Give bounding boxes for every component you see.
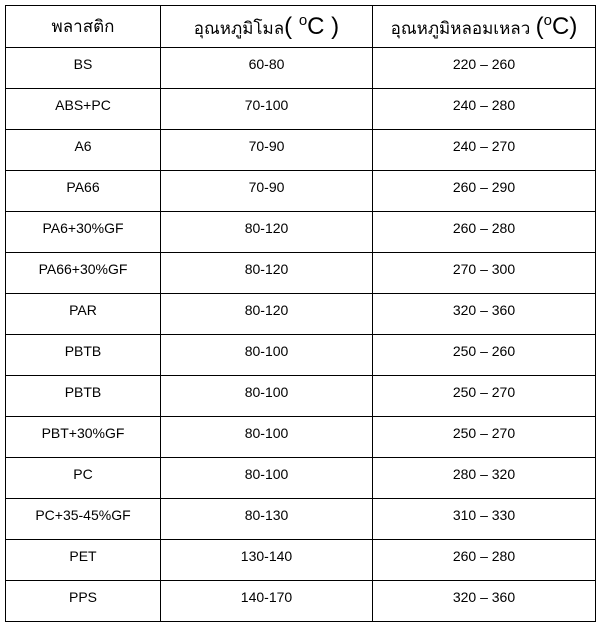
cell-mold-temp: 70-90 (161, 130, 373, 171)
cell-plastic: BS (6, 48, 161, 89)
plastic-temperature-table-container (5, 5, 595, 622)
cell-mold-temp: 130-140 (161, 540, 373, 581)
cell-plastic: PBTB (6, 335, 161, 376)
table-row (6, 581, 596, 622)
cell-mold-temp: 80-100 (161, 376, 373, 417)
cell-mold-temp: 70-90 (161, 171, 373, 212)
cell-mold-temp: 70-100 (161, 89, 373, 130)
cell-melt-temp: 240 – 280 (373, 89, 596, 130)
cell-plastic: PC+35-45%GF (6, 499, 161, 540)
cell-plastic: PA66+30%GF (6, 253, 161, 294)
cell-mold-temp: 80-100 (161, 458, 373, 499)
cell-mold-temp: 80-120 (161, 212, 373, 253)
header-mold-temp (161, 6, 373, 48)
cell-mold-temp: 80-120 (161, 253, 373, 294)
cell-plastic: ABS+PC (6, 89, 161, 130)
mold-unit-degree: o (298, 11, 308, 29)
cell-melt-temp: 250 – 260 (373, 335, 596, 376)
cell-melt-temp: 250 – 270 (373, 376, 596, 417)
cell-mold-temp: 80-100 (161, 335, 373, 376)
table-row (6, 499, 596, 540)
melt-unit-open: ( (535, 12, 544, 40)
table-row (6, 417, 596, 458)
plastic-temperature-table (5, 5, 596, 622)
cell-mold-temp: 80-100 (161, 417, 373, 458)
cell-melt-temp: 260 – 280 (373, 540, 596, 581)
table-row (6, 376, 596, 417)
cell-melt-temp: 240 – 270 (373, 130, 596, 171)
cell-melt-temp: 250 – 270 (373, 417, 596, 458)
table-row (6, 48, 596, 89)
cell-melt-temp: 310 – 330 (373, 499, 596, 540)
melt-unit-degree: o (543, 11, 553, 29)
table-row (6, 212, 596, 253)
cell-plastic: PET (6, 540, 161, 581)
cell-melt-temp: 320 – 360 (373, 581, 596, 622)
cell-plastic: PBT+30%GF (6, 417, 161, 458)
mold-unit-letter: C (307, 12, 325, 40)
table-row (6, 253, 596, 294)
cell-mold-temp: 80-120 (161, 294, 373, 335)
cell-plastic: PAR (6, 294, 161, 335)
header-plastic (6, 6, 161, 48)
table-header-row (6, 6, 596, 48)
melt-unit-letter: C (552, 12, 570, 40)
cell-melt-temp: 320 – 360 (373, 294, 596, 335)
header-melt-temp-label: อุณหภูมิหลอมเหลว (390, 18, 531, 39)
header-melt-temp-unit (536, 13, 578, 40)
mold-unit-close: ) (324, 12, 340, 40)
cell-plastic: PA6+30%GF (6, 212, 161, 253)
table-row (6, 294, 596, 335)
melt-unit-close: ) (569, 12, 578, 40)
table-row (6, 171, 596, 212)
table-row (6, 458, 596, 499)
cell-plastic: PC (6, 458, 161, 499)
cell-melt-temp: 260 – 290 (373, 171, 596, 212)
cell-plastic: PPS (6, 581, 161, 622)
header-plastic-label: พลาสติก (51, 17, 115, 37)
cell-plastic: PBTB (6, 376, 161, 417)
cell-plastic: A6 (6, 130, 161, 171)
cell-melt-temp: 280 – 320 (373, 458, 596, 499)
cell-plastic: PA66 (6, 171, 161, 212)
cell-melt-temp: 260 – 280 (373, 212, 596, 253)
header-mold-temp-label: อุณหภูมิโมล (193, 18, 285, 39)
header-mold-temp-unit (284, 13, 339, 40)
table-row (6, 89, 596, 130)
header-melt-temp (373, 6, 596, 48)
cell-mold-temp: 140-170 (161, 581, 373, 622)
table-row (6, 335, 596, 376)
cell-melt-temp: 270 – 300 (373, 253, 596, 294)
table-row (6, 540, 596, 581)
mold-unit-open: ( (284, 12, 299, 40)
table-row (6, 130, 596, 171)
cell-mold-temp: 60-80 (161, 48, 373, 89)
cell-mold-temp: 80-130 (161, 499, 373, 540)
cell-melt-temp: 220 – 260 (373, 48, 596, 89)
